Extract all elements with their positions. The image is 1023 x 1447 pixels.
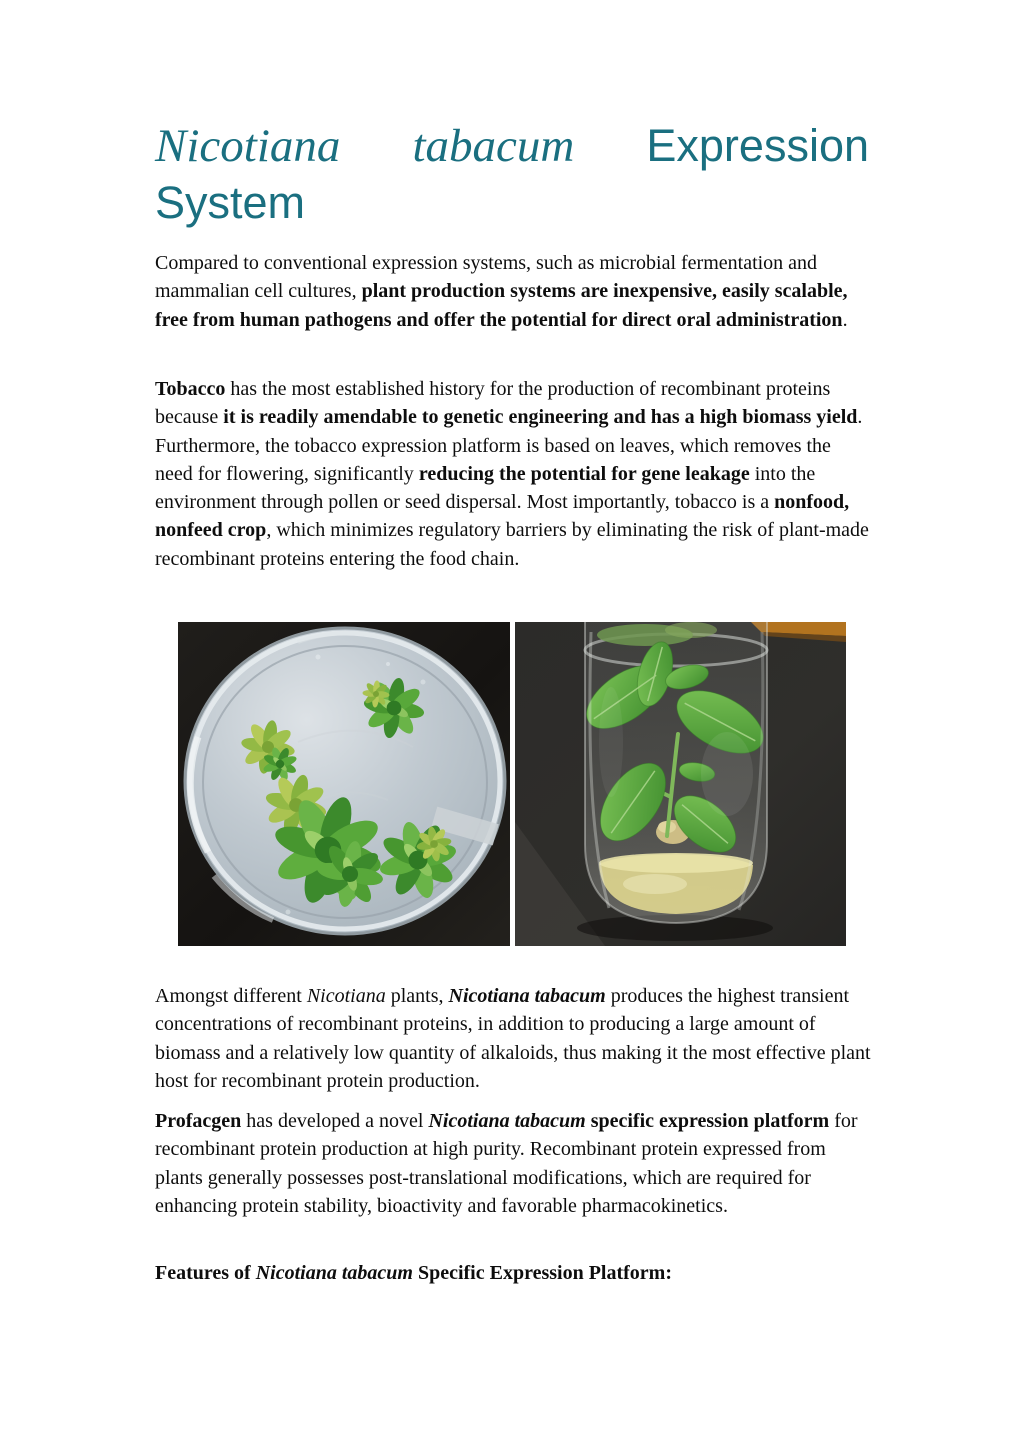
paragraph-nicotiana <box>155 982 871 1095</box>
title-line-1 <box>155 118 869 174</box>
bold-run: Profacgen <box>155 1110 242 1132</box>
paragraph-profacgen <box>155 1107 871 1220</box>
bold-run: Specific Expression Platform: <box>412 1262 672 1284</box>
title-word-system: System <box>155 177 306 228</box>
bold-run: specific expression platform <box>585 1110 830 1132</box>
paragraph-intro <box>155 249 871 334</box>
text-run: plants, <box>385 985 449 1007</box>
title-word-expression: Expression <box>646 120 869 171</box>
title-word-tabacum: tabacum <box>412 120 575 172</box>
text-run: Compared to conventional expression systems, such as microbial fermentation and mammalian cell cultures, <box>155 252 818 303</box>
text-run: , which minimizes regulatory barriers by eliminating the risk of plant-made recombinant proteins entering the food chain. <box>155 519 869 570</box>
petri-dish-photo <box>178 622 510 946</box>
bold-italic-run: Nicotiana tabacum <box>255 1262 413 1284</box>
features-heading <box>155 1259 871 1287</box>
bold-run: reducing the potential for gene leakage <box>418 462 750 485</box>
text-run: has the most established history for the production of recombinant proteins because <box>155 378 831 429</box>
text-run: . Furthermore, the tobacco expression platform is based on leaves, which removes the need for flowering, significantly <box>155 406 863 485</box>
text-run: for recombinant protein production at high purity. Recombinant protein expressed from plants generally possesses post-translational modifications, which are required for enhancing protein stability, bioactivity and favorable pharmacokinetics. <box>155 1110 858 1217</box>
bold-run: Tobacco <box>155 378 226 400</box>
text-run: Amongst different <box>155 985 307 1007</box>
bold-run: nonfood, nonfeed crop <box>155 491 850 542</box>
bold-run: Features of <box>155 1262 256 1284</box>
text-run: . <box>842 308 848 331</box>
title-word-nicotiana: Nicotiana <box>155 120 341 172</box>
italic-run: Nicotiana <box>306 985 386 1007</box>
paragraph-tobacco <box>155 375 871 573</box>
bold-run: plant production systems are inexpensive, easily scalable, free from human pathogens and offer the potential for direct oral administration <box>155 280 848 331</box>
culture-jar-photo <box>515 622 846 946</box>
figure-photos <box>178 622 846 946</box>
bold-run: it is readily amendable to genetic engineering and has a high biomass yield <box>223 406 858 429</box>
text-run: has developed a novel <box>241 1110 429 1132</box>
bold-italic-run: Nicotiana tabacum <box>428 1110 586 1132</box>
text-run: into the environment through pollen or seed dispersal. Most importantly, tobacco is a <box>155 462 816 514</box>
bold-italic-run: Nicotiana tabacum <box>448 985 606 1007</box>
page-title <box>155 118 869 231</box>
text-run: produces the highest transient concentrations of recombinant proteins, in addition to producing a large amount of biomass and a relatively low quantity of alkaloids, thus making it the most effective plant host for recombinant protein production. <box>155 985 871 1092</box>
